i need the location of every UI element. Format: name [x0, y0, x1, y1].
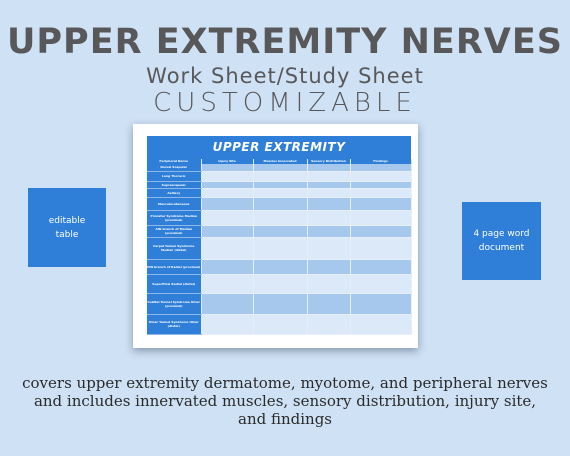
table-cell: [201, 314, 253, 334]
table-cell: [253, 188, 307, 197]
row-label: Cubital Tunnel Syndrome Ulnar (proximal): [147, 293, 201, 314]
table-cell: [307, 210, 350, 225]
table-row: [147, 171, 411, 181]
table-row: [147, 188, 411, 197]
row-label: Dorsal Scapular: [147, 164, 201, 171]
table-row: [147, 237, 411, 259]
table-cell: [201, 188, 253, 197]
table-header-cell: Muscles Innervated: [253, 159, 307, 164]
row-label: Pronator Syndrome Median (proximal): [147, 210, 201, 225]
table-row: [147, 164, 411, 171]
table-cell: [201, 274, 253, 293]
table-cell: [201, 181, 253, 188]
word-document-badge-label: 4 page word document: [473, 229, 530, 253]
table-cell: [201, 293, 253, 314]
table-header-cell: Injury Site: [201, 159, 253, 164]
editable-table-badge-label: editable table: [48, 215, 86, 240]
table-cell: [253, 164, 307, 171]
table-cell: [307, 225, 350, 237]
table-header-cell: Findings: [350, 159, 411, 164]
page-subtitle: Work Sheet/Study Sheet: [146, 64, 424, 88]
table-cell: [350, 225, 411, 237]
table-row: [147, 274, 411, 293]
table-cell: [253, 225, 307, 237]
table-cell: [307, 274, 350, 293]
row-label: Musculocutaneous: [147, 197, 201, 210]
table-cell: [253, 259, 307, 274]
worksheet-table: [147, 159, 412, 335]
editable-table-badge: [28, 188, 106, 267]
table-cell: [307, 259, 350, 274]
table-cell: [350, 259, 411, 274]
row-label: Carpal Tunnel Syndrome Median (distal): [147, 237, 201, 259]
table-row: [147, 225, 411, 237]
row-label: Suprascapular: [147, 181, 201, 188]
row-label: Axillary: [147, 188, 201, 197]
table-cell: [350, 210, 411, 225]
table-row: [147, 181, 411, 188]
table-cell: [201, 225, 253, 237]
worksheet-preview: [133, 124, 418, 348]
table-cell: [201, 210, 253, 225]
table-cell: [307, 293, 350, 314]
page-title: UPPER EXTREMITY NERVES: [6, 22, 563, 62]
table-cell: [253, 274, 307, 293]
table-cell: [307, 181, 350, 188]
row-label: Long Thoracic: [147, 171, 201, 181]
row-label: PIN branch of Radial (proximal): [147, 259, 201, 274]
table-cell: [253, 197, 307, 210]
product-description: covers upper extremity dermatome, myotome, and peripheral nerves and includes innervated muscles, sensory distribution, injury site, and findings: [22, 374, 548, 428]
table-header-cell: Sensory Distribution: [307, 159, 350, 164]
table-cell: [307, 197, 350, 210]
table-cell: [350, 171, 411, 181]
row-label: Superficial Radial (distal): [147, 274, 201, 293]
table-cell: [253, 171, 307, 181]
table-cell: [253, 181, 307, 188]
table-row: [147, 259, 411, 274]
table-cell: [201, 237, 253, 259]
table-cell: [307, 171, 350, 181]
tagline: CUSTOMIZABLE: [153, 88, 417, 118]
table-cell: [253, 237, 307, 259]
table-cell: [201, 259, 253, 274]
table-cell: [307, 314, 350, 334]
table-cell: [253, 314, 307, 334]
row-label: AIN branch of Median (proximal): [147, 225, 201, 237]
table-cell: [350, 293, 411, 314]
table-header-cell: Peripheral Nerve: [147, 159, 201, 164]
table-cell: [350, 181, 411, 188]
table-cell: [253, 293, 307, 314]
table-cell: [201, 164, 253, 171]
table-cell: [253, 210, 307, 225]
table-cell: [307, 188, 350, 197]
table-cell: [350, 314, 411, 334]
table-cell: [201, 171, 253, 181]
table-row: [147, 210, 411, 225]
table-cell: [307, 237, 350, 259]
table-cell: [350, 237, 411, 259]
table-cell: [350, 164, 411, 171]
word-document-badge: [462, 202, 541, 280]
table-row: [147, 293, 411, 314]
table-cell: [307, 164, 350, 171]
table-cell: [350, 197, 411, 210]
table-cell: [350, 274, 411, 293]
table-cell: [201, 197, 253, 210]
row-label: Ulnar Tunnel Syndrome Ulnar (distal): [147, 314, 201, 334]
table-cell: [350, 188, 411, 197]
worksheet-banner: UPPER EXTREMITY: [147, 136, 411, 159]
table-row: [147, 314, 411, 334]
worksheet-content: [147, 136, 411, 335]
table-row: [147, 197, 411, 210]
